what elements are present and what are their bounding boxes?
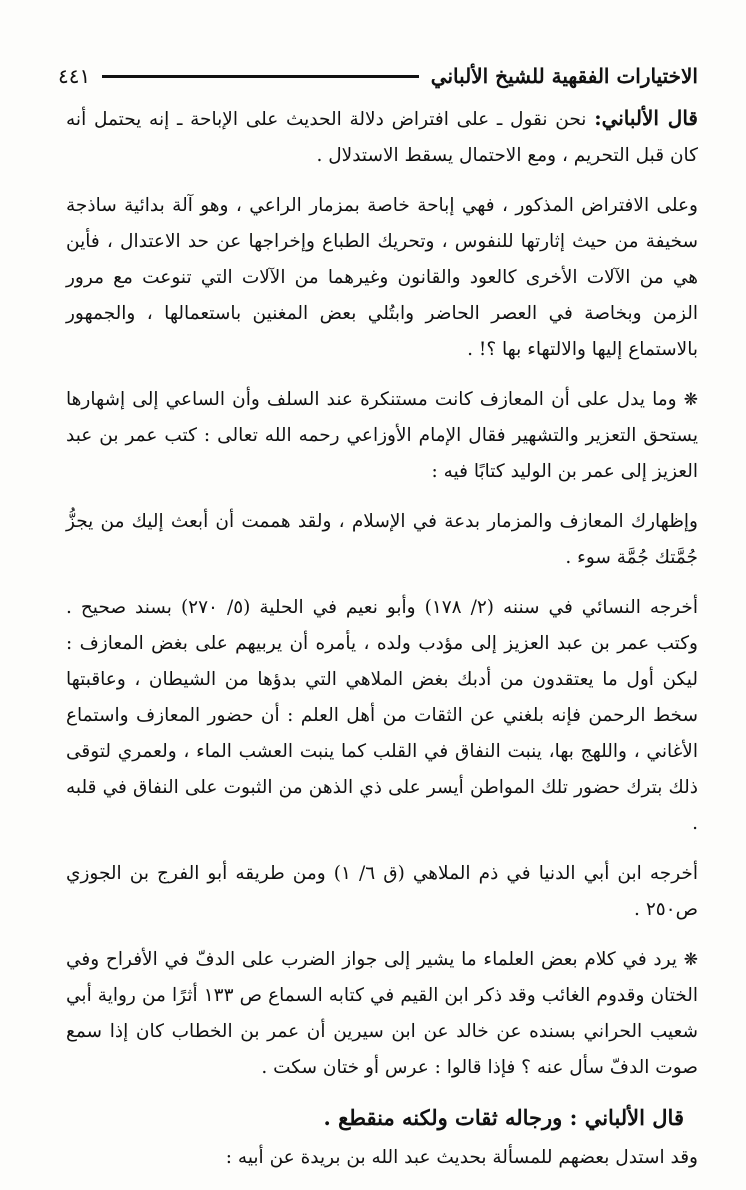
paragraph-takhrij-nasai: أخرجه النسائي في سننه (٢/ ١٧٨) وأبو نعيم في الحلية (٥/ ٢٧٠) بسند صحيح . وكتب عمر بن عبد العزيز إلى مؤدب ولده ، يأمره أن يربيهم على بغض المعازف : ليكن أول ما يعتقدون من أدبك بغض الملاهي التي بدؤها من الشيطان ، وعاقبتها سخط الرحمن فإنه بلغني عن الثقات من أهل العلم : أن حضور المعازف واستماع الأغاني ، واللهج بها، ينبت النفاق في القلب كما ينبت العشب الماء ، ولعمري لتوقى ذلك بترك حضور تلك المواطن أيسر على ذي الذهن من الثبوت على النفاق في قلبه .: [66, 597, 698, 834]
paragraph-hypothesis: وعلى الافتراض المذكور ، فهي إباحة خاصة بمزمار الراعي ، وهو آلة بدائية ساذجة سخيفة من حيث إثارتها للنفوس ، وتحريك الطباع وإخراجها عن حد الاعتدال ، فأين هي من الآلات الأخرى كالعود والقانون وغيرهما من الآلات التي تنوعت مع مرور الزمن وبخاصة في العصر الحاضر وابتُلي بعض المغنين باستعمالها ، والجمهور بالاستماع إليها والالتهاء بها ؟! .: [66, 195, 698, 360]
paragraph-final: وقد استدل بعضهم للمسألة بحديث عبد الله بن بريدة عن أبيه :: [225, 1147, 698, 1168]
speaker-label: قال الألباني:: [594, 106, 698, 130]
paragraph-takhrij-ibn-abi-dunya: أخرجه ابن أبي الدنيا في ذم الملاهي (ق ٦/ ١) ومن طريقه أبو الفرج بن الجوزي ص٢٥٠ .: [66, 863, 698, 920]
star-icon: ❋: [683, 950, 698, 970]
paragraph-salaf-evidence: [66, 382, 698, 490]
page-number: ٤٤١: [58, 64, 91, 88]
running-title: الاختيارات الفقهية للشيخ الألباني: [430, 64, 698, 88]
paragraph-albani-opinion: [66, 100, 698, 174]
paragraph-quote: وإظهارك المعازف والمزمار بدعة في الإسلام ، ولقد هممت أن أبعث إليك من يجزُّ جُمَّتك جُمَّة سوء .: [66, 511, 698, 568]
paragraph-text: نحن نقول ـ على افتراض دلالة الحديث على الإباحة ـ إنه يحتمل أنه كان قبل التحريم ، ومع الاحتمال يسقط الاستدلال .: [66, 109, 698, 166]
paragraph-daff: [66, 942, 698, 1086]
paragraph-albani-conclusion: قال الألباني : ورجاله ثقات ولكنه منقطع .: [323, 1105, 684, 1130]
paragraph-text: يرد في كلام بعض العلماء ما يشير إلى جواز الضرب على الدفّ في الأفراح وفي الختان وقدوم الغائب وقد ذكر ابن القيم في كتابه السماع ص ١٣٣ أثرًا من رواية أبي شعيب الحراني بسنده عن خالد عن ابن سيرين أن عمر بن الخطاب كان إذا سمع صوت الدفّ سأل عنه ؟ فإذا قالوا : عرس أو ختان سكت .: [66, 949, 698, 1078]
paragraph-text: وما يدل على أن المعازف كانت مستنكرة عند السلف وأن الساعي إلى إشهارها يستحق التعزير والتشهير فقال الإمام الأوزاعي رحمه الله تعالى : كتب عمر بن عبد العزيز إلى عمر بن الوليد كتابًا فيه :: [66, 389, 698, 482]
star-icon: ❋: [683, 390, 698, 410]
page-header: [58, 60, 698, 92]
header-rule: [102, 75, 419, 78]
body-text: [66, 100, 698, 1190]
